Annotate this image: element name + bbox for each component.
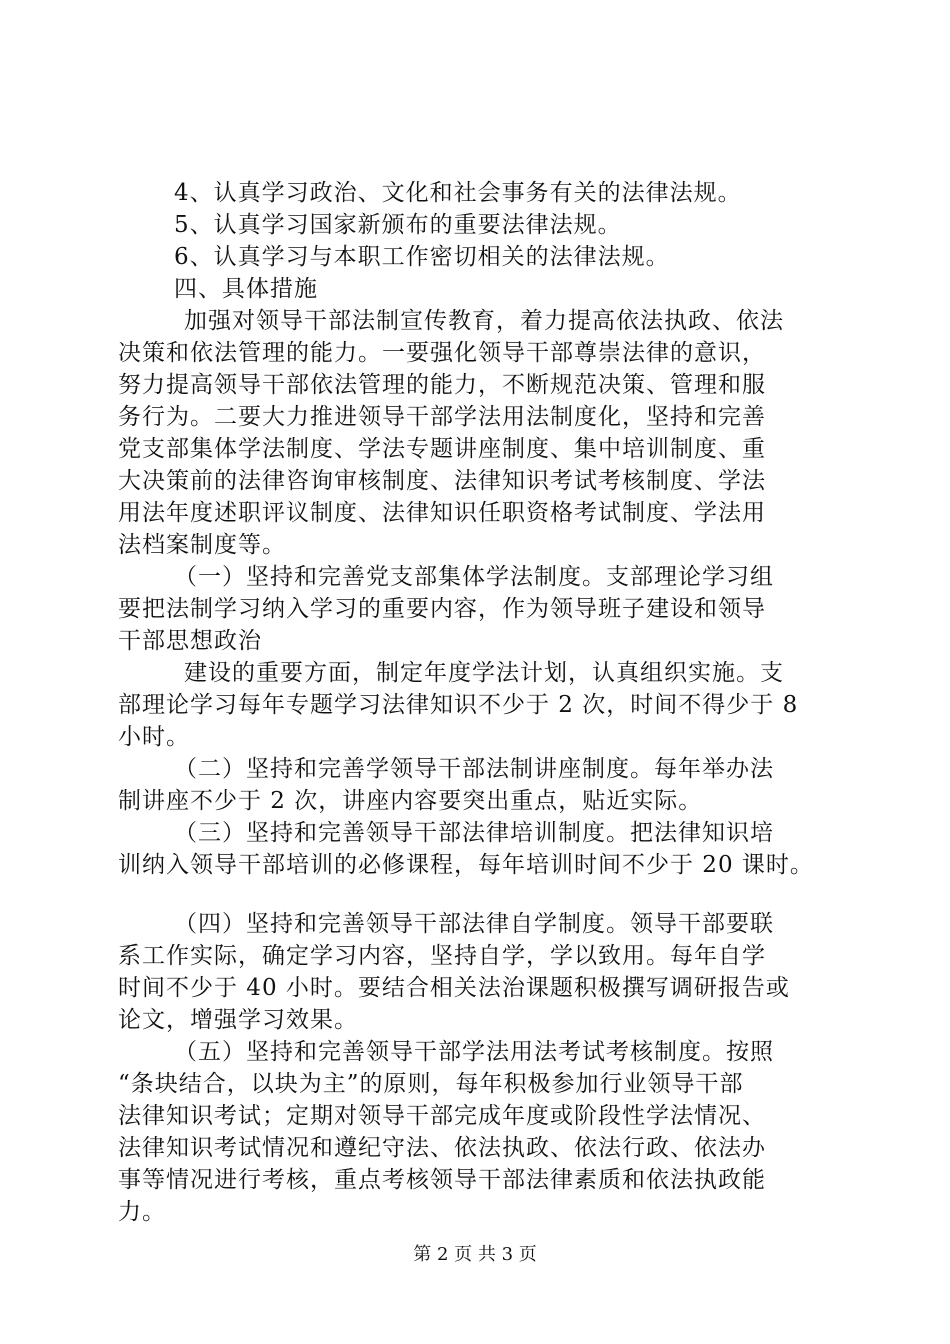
- body-line: （四）坚持和完善领导干部法律自学制度。领导干部要联: [174, 911, 774, 937]
- body-line: 法律知识考试情况和遵纪守法、依法执政、依法行政、依法办: [118, 1135, 766, 1161]
- body-line: 5、认真学习国家新颁布的重要法律法规。: [174, 212, 622, 238]
- body-line: 部理论学习每年专题学习法律知识不少于 2 次，时间不得少于 8: [118, 692, 799, 718]
- body-line: （三）坚持和完善领导干部法律培训制度。把法律知识培: [174, 820, 774, 846]
- body-line: “条块结合，以块为主”的原则，每年积极参加行业领导干部: [118, 1071, 744, 1097]
- body-line: 训纳入领导干部培训的必修课程，每年培训时间不少于 20 课时。: [118, 852, 814, 878]
- body-line: 用法年度述职评议制度、法律知识任职资格考试制度、学法用: [118, 500, 766, 526]
- body-line: （五）坚持和完善领导干部学法用法考试考核制度。按照: [174, 1039, 774, 1065]
- body-line: 务行为。二要大力推进领导干部学法用法制度化，坚持和完善: [118, 404, 766, 430]
- body-line: 制讲座不少于 2 次，讲座内容要突出重点，贴近实际。: [118, 788, 703, 814]
- body-line: 6、认真学习与本职工作密切相关的法律法规。: [174, 244, 670, 270]
- body-line: 要把法制学习纳入学习的重要内容，作为领导班子建设和领导: [118, 596, 766, 622]
- body-line: （一）坚持和完善党支部集体学法制度。支部理论学习组: [174, 564, 774, 590]
- body-line: 力。: [118, 1199, 166, 1225]
- body-line: 大决策前的法律咨询审核制度、法律知识考试考核制度、学法: [118, 468, 766, 494]
- body-line: 4、认真学习政治、文化和社会事务有关的法律法规。: [174, 180, 742, 206]
- body-line: 党支部集体学法制度、学法专题讲座制度、集中培训制度、重: [118, 436, 766, 462]
- body-line: （二）坚持和完善学领导干部法制讲座制度。每年举办法: [174, 756, 774, 782]
- body-line: 法档案制度等。: [118, 532, 286, 558]
- body-line: 法律知识考试；定期对领导干部完成年度或阶段性学法情况、: [118, 1103, 766, 1129]
- body-line: 小时。: [118, 724, 190, 750]
- body-line: 建设的重要方面，制定年度学法计划，认真组织实施。支: [184, 660, 784, 686]
- body-line: 决策和依法管理的能力。一要强化领导干部尊崇法律的意识，: [118, 340, 766, 366]
- section-heading: 四、具体措施: [174, 276, 318, 302]
- body-line: 加强对领导干部法制宣传教育，着力提高依法执政、依法: [184, 308, 784, 334]
- body-line: 时间不少于 40 小时。要结合相关法治课题积极撰写调研报告或: [118, 975, 790, 1001]
- body-line: 努力提高领导干部依法管理的能力，不断规范决策、管理和服: [118, 372, 766, 398]
- body-line: 论文，增强学习效果。: [118, 1007, 358, 1033]
- body-line: 系工作实际，确定学习内容，坚持自学，学以致用。每年自学: [118, 943, 766, 969]
- body-line: 干部思想政治: [118, 628, 262, 654]
- body-line: 事等情况进行考核，重点考核领导干部法律素质和依法执政能: [118, 1167, 766, 1193]
- page-footer: 第 2 页 共 3 页: [413, 1244, 537, 1265]
